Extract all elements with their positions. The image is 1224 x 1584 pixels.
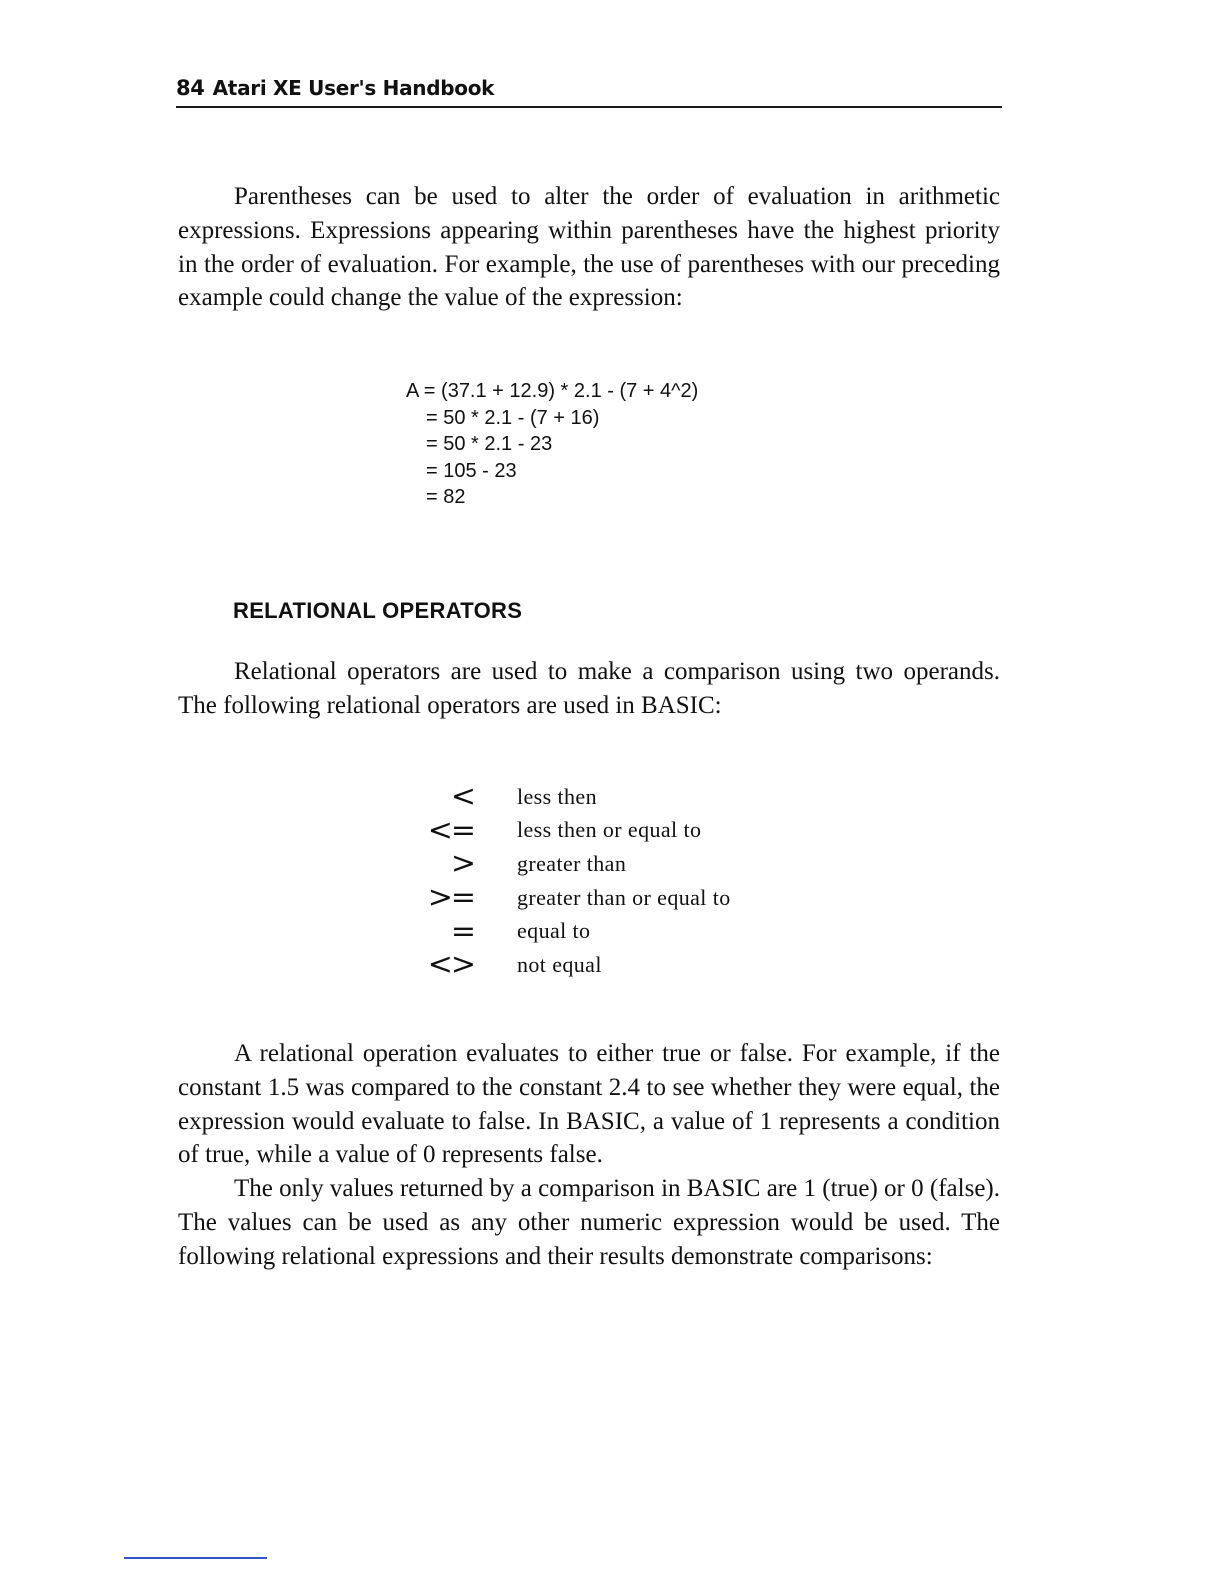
- running-header: [176, 76, 1002, 108]
- intro-paragraph: [178, 180, 1000, 315]
- operator-description: less then or equal to: [517, 817, 702, 843]
- operator-row: [396, 948, 731, 982]
- calculation-line: = 50 * 2.1 - (7 + 16): [426, 406, 600, 429]
- calculation-line: = 82: [426, 486, 466, 508]
- operator-row: [396, 881, 731, 915]
- footer-rule: [124, 1557, 267, 1559]
- operator-description: greater than: [517, 850, 627, 876]
- operator-symbol: <: [450, 779, 474, 815]
- relational-intro-text: Relational operators are used to make a comparison using two operands. The following relational operators are used in BASIC:: [178, 658, 1000, 719]
- operator-table: [396, 780, 731, 982]
- values-paragraph: [178, 1172, 1000, 1273]
- calculation-line: = 105 - 23: [426, 459, 517, 482]
- operator-row: [396, 780, 731, 814]
- operator-symbol: <=: [427, 812, 474, 848]
- operator-row: [396, 814, 731, 848]
- book-title: Atari XE User's Handbook: [212, 76, 495, 100]
- operator-row: [396, 914, 731, 948]
- intro-paragraph-text: Parentheses can be used to alter the order of evaluation in arithmetic expressions. Expressions appearing within parentheses have the highest priority in the order of evaluation. For example, the use of parentheses with our preceding example could change the value of the expression:: [178, 183, 1000, 312]
- operator-symbol: <>: [427, 947, 474, 983]
- operator-symbol: =: [450, 913, 474, 949]
- operator-description: not equal: [517, 951, 602, 977]
- section-heading: RELATIONAL OPERATORS: [233, 598, 523, 623]
- relational-intro-paragraph: [178, 655, 1000, 723]
- values-text: The only values returned by a comparison in BASIC are 1 (true) or 0 (false). The values can be used as any other numeric expression would be used. The following relational expressions and their results demonstrate comparisons:: [178, 1175, 1000, 1270]
- calculation-example: [406, 378, 698, 511]
- operator-symbol: >: [450, 846, 474, 882]
- page-number: 84: [176, 76, 205, 100]
- true-false-paragraph: [178, 1037, 1000, 1172]
- calculation-line: = 50 * 2.1 - 23: [426, 433, 553, 455]
- operator-description: equal to: [517, 918, 591, 944]
- operator-description: less then: [517, 783, 597, 809]
- true-false-text: A relational operation evaluates to either true or false. For example, if the constant 1.5 was compared to the constant 2.4 to see whether they were equal, the expression would evaluate to false. In BASIC, a value of 1 represents a condition of true, while a value of 0 represents false.: [178, 1040, 1000, 1169]
- operator-row: [396, 847, 731, 881]
- operator-symbol: >=: [427, 880, 474, 916]
- calculation-line: A = (37.1 + 12.9) * 2.1 - (7 + 4^2): [406, 380, 699, 402]
- operator-description: greater than or equal to: [517, 884, 731, 910]
